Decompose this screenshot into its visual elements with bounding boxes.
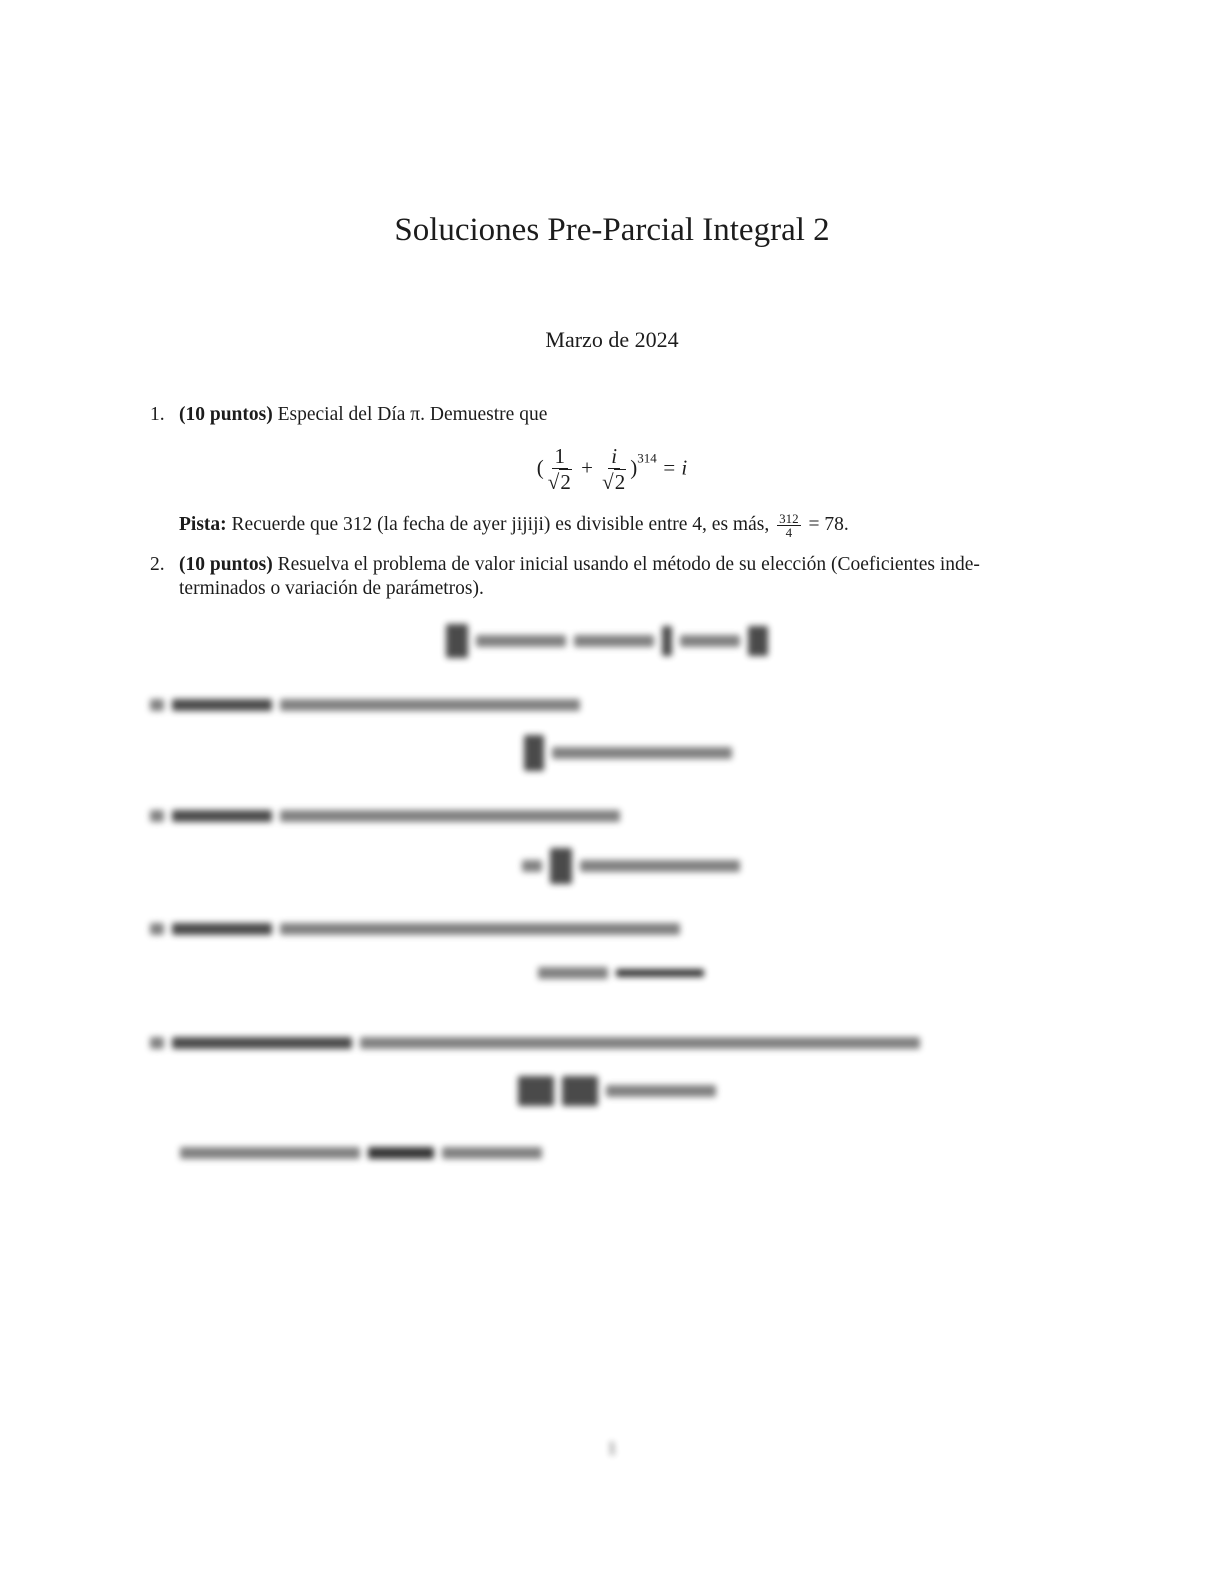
problem-text: Resuelva el problema de valor inicial usando el método de su elección (Coeficientes inde- terminados o variación de parámetros). (179, 554, 980, 599)
page-number: 1 (607, 1438, 617, 1458)
problem-1-hint (179, 512, 849, 539)
hint-text: Recuerde que 312 (la fecha de ayer jijiji) es divisible entre 4, es más, (231, 513, 770, 535)
equation-rhs: = i (661, 455, 688, 480)
problem-statement (179, 403, 1069, 427)
redacted-equation-6 (518, 1076, 724, 1106)
redacted-equation-5 (538, 962, 712, 981)
hint-label: Pista: (179, 513, 227, 535)
problem-number: 2. (150, 554, 165, 575)
redacted-problem-4 (150, 805, 628, 824)
hint-result: = 78. (808, 513, 849, 535)
redacted-equation-4 (522, 848, 748, 884)
problem-number: 1. (150, 404, 165, 425)
redacted-problem-3 (150, 694, 588, 713)
redacted-problem-6 (150, 1032, 928, 1051)
problem-points: (10 puntos) (179, 554, 273, 575)
redacted-equation-3 (524, 735, 740, 771)
problem-1-equation: ( $\frac{1}{√2}$ + $\frac{i}{√2}$ )$^{314}$ = i (536, 444, 688, 494)
equation-fraction-1: $\frac{1}{√2}$ (547, 444, 571, 494)
equation-fraction-2: $\frac{i}{√2}$ (602, 444, 626, 494)
equation-exponent: 314 (637, 450, 657, 466)
redacted-problem-5 (150, 918, 688, 937)
problem-statement (179, 553, 1069, 601)
document-date: Marzo de 2024 (545, 327, 679, 352)
redacted-equation-2 (446, 624, 776, 658)
document-title: Soluciones Pre-Parcial Integral 2 (394, 212, 830, 248)
hint-fraction: $\frac{312}{4}$ (779, 511, 799, 540)
problem-points: (10 puntos) (179, 404, 273, 425)
problem-text: Especial del Día π. Demuestre que (277, 404, 548, 425)
redacted-hint-6 (180, 1142, 550, 1161)
